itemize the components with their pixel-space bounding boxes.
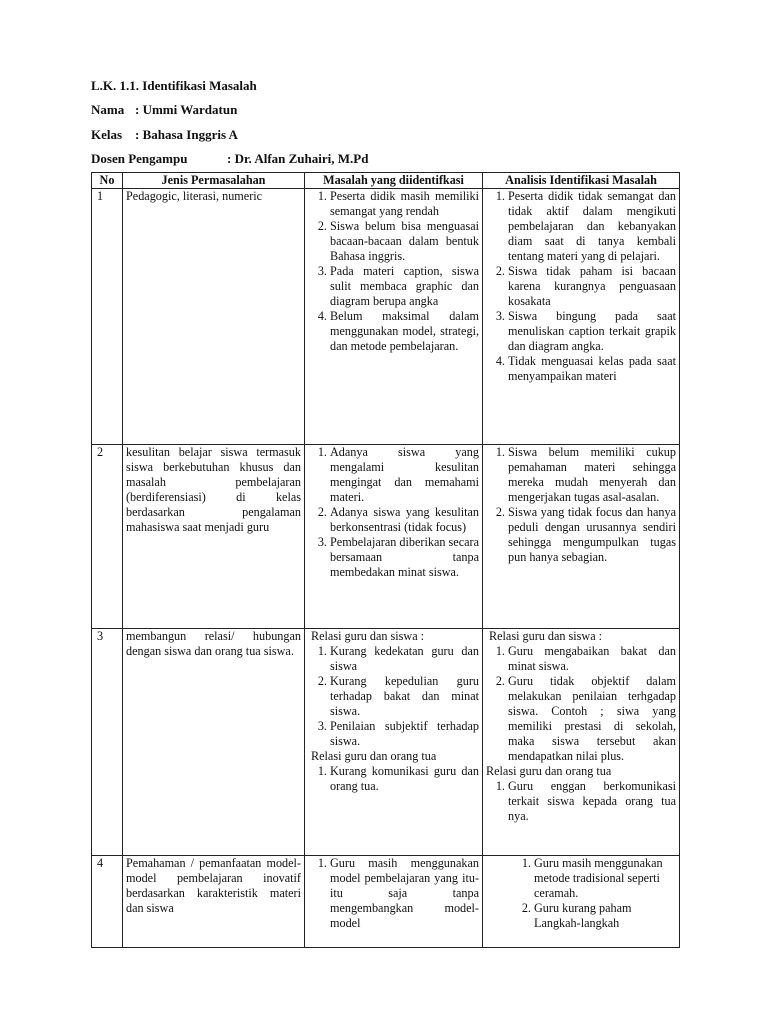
jenis-cell: kesulitan belajar siswa termasuk siswa berkebutuhan khusus dan masalah pembelajaran (berdiferensiasi) di kelas berdasarkan pengalaman mahasiswa saat menjadi guru <box>123 445 305 629</box>
analisis-subheading-orangtua: Relasi guru dan orang tua <box>486 764 612 778</box>
list-item: 3. Pembelajaran diberikan secara bersamaan tanpa membedakan minat siswa. <box>330 535 479 580</box>
list-item: 2. Guru tidak objektif dalam melakukan penilaian terhgadap siswa. Contoh ; siwa yang memiliki prestasi di sekolah, maka siswa tersebut akan mendapatkan nilai plus. <box>508 674 676 764</box>
list-item: 3. Siswa bingung pada saat menuliskan caption terkait grapik dan diagram angka. <box>508 309 676 354</box>
table-header-row <box>92 173 680 189</box>
analisis-list <box>486 856 676 931</box>
nama-value: : Ummi Wardatun <box>135 102 238 117</box>
list-item: 1. Kurang komunikasi guru dan orang tua. <box>330 764 479 794</box>
list-item: 4. Belum maksimal dalam menggunakan model, strategi, dan metode pembelajaran. <box>330 309 479 354</box>
masalah-cell <box>305 856 483 948</box>
nama-label: Nama <box>91 102 125 117</box>
analisis-list <box>486 445 676 565</box>
masalah-cell <box>305 445 483 629</box>
analisis-cell <box>483 189 680 445</box>
row-number: 2 <box>92 445 123 629</box>
masalah-subheading-orangtua: Relasi guru dan orang tua <box>311 749 437 763</box>
col-header-jenis: Jenis Permasalahan <box>123 173 305 189</box>
col-header-no: No <box>92 173 123 189</box>
masalah-list <box>308 189 479 354</box>
masalah-cell <box>305 629 483 856</box>
list-item: 3. Penilaian subjektif terhadap siswa. <box>330 719 479 749</box>
analisis-cell <box>483 445 680 629</box>
identification-table <box>91 172 680 948</box>
list-item: 2. Siswa yang tidak focus dan hanya peduli dengan urusannya sendiri sehingga mengumpulkan tugas pun hanya sebagian. <box>508 505 676 565</box>
nama-line <box>91 102 237 118</box>
list-item: 2. Adanya siswa yang kesulitan berkonsentrasi (tidak focus) <box>330 505 479 535</box>
analisis-list <box>486 779 676 824</box>
masalah-subheading-siswa: Relasi guru dan siswa : <box>311 629 425 643</box>
masalah-cell <box>305 189 483 445</box>
list-item: 1. Guru masih menggunakan model pembelajaran yang itu-itu saja tanpa mengembangkan model-model <box>330 856 479 931</box>
list-item: 1. Adanya siswa yang mengalami kesulitan mengingat dan memahami materi. <box>330 445 479 505</box>
dosen-line <box>91 151 368 167</box>
table-row <box>92 629 680 856</box>
list-item: 1. Peserta didik masih memiliki semangat yang rendah <box>330 189 479 219</box>
col-header-analisis: Analisis Identifikasi Masalah <box>483 173 680 189</box>
worksheet-title: L.K. 1.1. Identifikasi Masalah <box>91 78 257 93</box>
list-item: 1. Peserta didik tidak semangat dan tidak aktif dalam mengikuti pembelajaran dan kebanyakan diam saat di tanya kembali tentang materi yang di pelajari. <box>508 189 676 264</box>
list-item: 2. Guru kurang paham Langkah-langkah <box>534 901 676 931</box>
masalah-list <box>308 644 479 749</box>
kelas-value: : Bahasa Inggris A <box>135 127 238 142</box>
analisis-cell <box>483 629 680 856</box>
masalah-list <box>308 764 479 794</box>
kelas-line <box>91 127 238 143</box>
col-header-masalah: Masalah yang diidentifkasi <box>305 173 483 189</box>
table-row <box>92 189 680 445</box>
row-number: 1 <box>92 189 123 445</box>
list-item: 3. Pada materi caption, siswa sulit membaca graphic dan diagram berupa angka <box>330 264 479 309</box>
list-item: 2. Siswa tidak paham isi bacaan karena kurangnya penguasaan kosakata <box>508 264 676 309</box>
row-number: 3 <box>92 629 123 856</box>
jenis-cell: Pedagogic, literasi, numeric <box>123 189 305 445</box>
analisis-subheading-siswa: Relasi guru dan siswa : <box>489 629 603 643</box>
list-item: 1. Siswa belum memiliki cukup pemahaman materi sehingga mereka mudah menyerah dan mengerjakan tugas asal-asalan. <box>508 445 676 505</box>
table-row <box>92 445 680 629</box>
table-row <box>92 856 680 948</box>
list-item: 4. Tidak menguasai kelas pada saat menyampaikan materi <box>508 354 676 384</box>
list-item: 2. Kurang kepedulian guru terhadap bakat dan minat siswa. <box>330 674 479 719</box>
dosen-value: : Dr. Alfan Zuhairi, M.Pd <box>227 151 369 166</box>
analisis-list <box>486 189 676 384</box>
masalah-list <box>308 445 479 580</box>
list-item: 2. Siswa belum bisa menguasai bacaan-bacaan dalam bentuk Bahasa inggris. <box>330 219 479 264</box>
masalah-list <box>308 856 479 931</box>
analisis-cell <box>483 856 680 948</box>
list-item: 1. Guru mengabaikan bakat dan minat siswa. <box>508 644 676 674</box>
list-item: 1. Kurang kedekatan guru dan siswa <box>330 644 479 674</box>
analisis-list <box>486 644 676 764</box>
row-number: 4 <box>92 856 123 948</box>
dosen-label: Dosen Pengampu <box>91 151 188 166</box>
jenis-cell: Pemahaman / pemanfaatan model-model pembelajaran inovatif berdasarkan karakteristik materi dan siswa <box>123 856 305 948</box>
kelas-label: Kelas <box>91 127 123 142</box>
list-item: 1. Guru enggan berkomunikasi terkait siswa kepada orang tua nya. <box>508 779 676 824</box>
list-item: 1. Guru masih menggunakan metode tradisional seperti ceramah. <box>534 856 676 901</box>
jenis-cell: membangun relasi/ hubungan dengan siswa dan orang tua siswa. <box>123 629 305 856</box>
